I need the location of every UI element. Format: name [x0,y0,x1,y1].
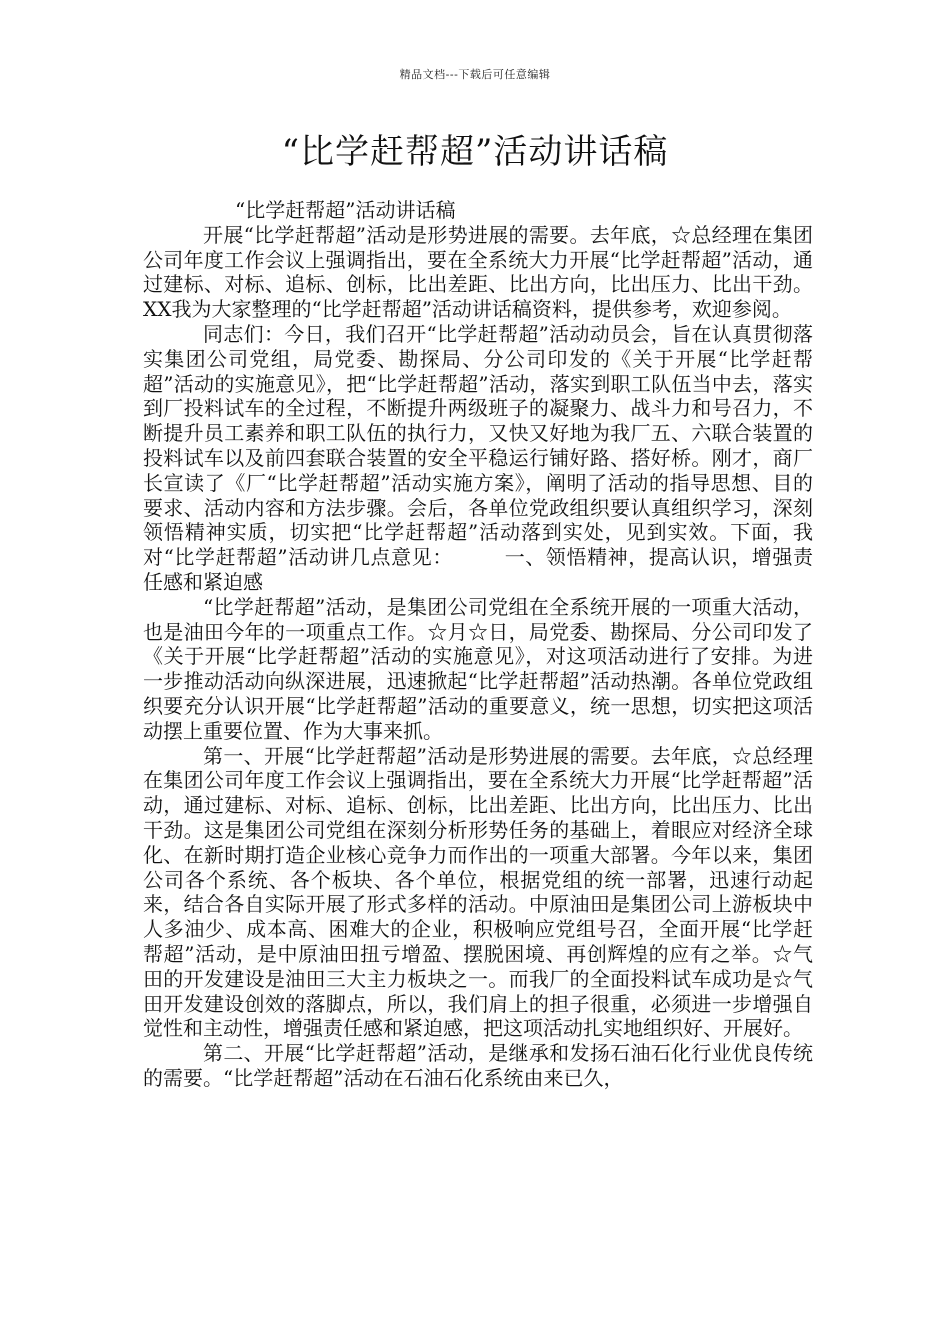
paragraph: 同志们：今日，我们召开“比学赶帮超”活动动员会，旨在认真贯彻落实集团公司党组，局党委、勘探局、分公司印发的《关于开展“比学赶帮超”活动的实施意见》，把“比学赶帮超”活动，落实到职工队伍当中去，落实到厂投料试车的全过程，不断提升两级班子的凝聚力、战斗力和号召力，不断提升员工素养和职工队伍的执行力，又快又好地为我厂五、六联合装置的投料试车以及前四套联合装置的安全平稳运行铺好路、搭好桥。刚才，商厂长宣读了《厂“比学赶帮超”活动实施方案》，阐明了活动的指导思想、目的要求、活动内容和方法步骤。会后，各单位党政组织要认真组织学习，深刻领悟精神实质，切实把“比学赶帮超”活动落到实处，见到实效。下面，我对“比学赶帮超”活动讲几点意见： 一、领悟精神，提高认识，增强责任感和紧迫感 [143,321,813,594]
paragraph: “比学赶帮超”活动，是集团公司党组在全系统开展的一项重大活动，也是油田今年的一项重点工作。☆月☆日，局党委、勘探局、分公司印发了《关于开展“比学赶帮超”活动的实施意见》，对这项活动进行了安排。为进一步推动活动向纵深进展，迅速掀起“比学赶帮超”活动热潮。各单位党政组织要充分认识开展“比学赶帮超”活动的重要意义，统一思想，切实把这项活动摆上重要位置、作为大事来抓。 [143,594,813,743]
document-body [143,198,813,1091]
subtitle: “比学赶帮超”活动讲话稿 [235,198,456,222]
paragraph: 第二、开展“比学赶帮超”活动，是继承和发扬石油石化行业优良传统的需要。“比学赶帮超”活动在石油石化系统由来已久， [143,1041,813,1090]
header-note: 精品文档---下载后可任意编辑 [399,68,551,81]
document-title: “比学赶帮超”活动讲话稿 [281,132,669,172]
paragraph: 第一、开展“比学赶帮超”活动是形势进展的需要。去年底，☆总经理在集团公司年度工作会议上强调指出，要在全系统大力开展“比学赶帮超”活动，通过建标、对标、追标、创标，比出差距、比出方向，比出压力、比出干劲。这是集团公司党组在深刻分析形势任务的基础上，着眼应对经济全球化、在新时期打造企业核心竞争力而作出的一项重大部署。今年以来，集团公司各个系统、各个板块、各个单位，根据党组的统一部署，迅速行动起来，结合各自实际开展了形式多样的活动。中原油田是集团公司上游板块中人多油少、成本高、困难大的企业，积极响应党组号召，全面开展“比学赶帮超”活动，是中原油田扭亏增盈、摆脱困境、再创辉煌的应有之举。☆气田的开发建设是油田三大主力板块之一。而我厂的全面投料试车成功是☆气田开发建设创效的落脚点，所以，我们肩上的担子很重，必须进一步增强自觉性和主动性，增强责任感和紧迫感，把这项活动扎实地组织好、开展好。 [143,743,813,1041]
paragraph: 开展“比学赶帮超”活动是形势进展的需要。去年底，☆总经理在集团公司年度工作会议上强调指出，要在全系统大力开展“比学赶帮超”活动，通过建标、对标、追标、创标，比出差距、比出方向，比出压力、比出干劲。XX我为大家整理的“比学赶帮超”活动讲话稿资料，提供参考，欢迎参阅。 [143,222,813,322]
